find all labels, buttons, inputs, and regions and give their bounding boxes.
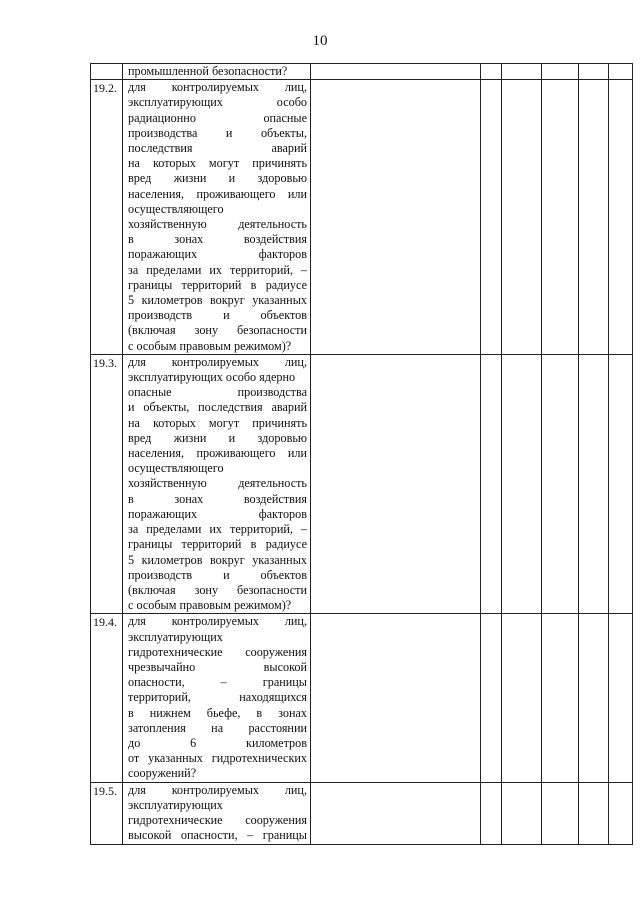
question-line: опасные производства xyxy=(128,385,307,400)
question-line: эксплуатирующих xyxy=(128,629,223,644)
question-line: хозяйственную деятельность xyxy=(128,217,307,232)
empty-cell xyxy=(579,80,609,355)
question-text xyxy=(123,614,311,782)
empty-cell xyxy=(609,614,633,782)
question-line: производства и объекты, xyxy=(128,125,307,140)
question-line: с особым правовым режимом)? xyxy=(128,598,292,613)
question-line: для контролируемых лиц, xyxy=(128,782,307,797)
table-row xyxy=(91,782,633,844)
question-line: с особым правовым режимом)? xyxy=(128,338,292,353)
question-line: границы территорий в радиусе xyxy=(128,277,307,292)
question-line: для контролируемых лиц, xyxy=(128,614,307,629)
empty-cell xyxy=(481,354,502,613)
question-text xyxy=(123,64,311,80)
question-line: в зонах воздействия xyxy=(128,491,307,506)
question-text xyxy=(123,354,311,613)
question-line: до 6 километров xyxy=(128,735,307,750)
question-line: от указанных гидротехнических xyxy=(128,751,307,766)
empty-cell xyxy=(502,64,542,80)
question-line: осуществляющего xyxy=(128,201,224,216)
question-line: населения, проживающего или xyxy=(128,186,307,201)
empty-cell xyxy=(609,354,633,613)
empty-cell xyxy=(579,782,609,844)
question-line: за пределами их территорий, – xyxy=(128,522,307,537)
empty-cell xyxy=(542,354,579,613)
item-number: 19.2. xyxy=(91,80,123,355)
question-line: и объекты, последствия аварий xyxy=(128,400,307,415)
table-row xyxy=(91,80,633,355)
empty-cell xyxy=(542,782,579,844)
question-line: радиационно опасные xyxy=(128,110,307,125)
empty-cell xyxy=(579,354,609,613)
empty-cell xyxy=(542,64,579,80)
empty-cell xyxy=(542,80,579,355)
question-line: промышленной безопасности? xyxy=(128,64,288,78)
question-line: эксплуатирующих особо xyxy=(128,95,307,110)
question-line: эксплуатирующих особо ядерно xyxy=(128,370,296,385)
question-line: последствия аварий xyxy=(128,141,307,156)
page-number: 10 xyxy=(312,33,328,49)
empty-cell xyxy=(502,782,542,844)
table-row xyxy=(91,614,633,782)
question-line: для контролируемых лиц, xyxy=(128,354,307,369)
question-line: в зонах воздействия xyxy=(128,232,307,247)
empty-cell xyxy=(311,354,481,613)
empty-cell xyxy=(502,614,542,782)
item-number: 19.3. xyxy=(91,354,123,613)
question-line: поражающих факторов xyxy=(128,247,307,262)
question-line: производств и объектов xyxy=(128,308,307,323)
question-line: для контролируемых лиц, xyxy=(128,80,307,95)
question-line: населения, проживающего или xyxy=(128,446,307,461)
question-line: чрезвычайно высокой xyxy=(128,659,307,674)
question-line: высокой опасности, – границы xyxy=(128,828,307,843)
question-line: за пределами их территорий, – xyxy=(128,262,307,277)
empty-cell xyxy=(609,64,633,80)
question-line: вред жизни и здоровью xyxy=(128,171,307,186)
question-text xyxy=(123,782,311,844)
question-line: 5 километров вокруг указанных xyxy=(128,552,307,567)
question-text xyxy=(123,80,311,355)
empty-cell xyxy=(502,354,542,613)
question-line: вред жизни и здоровью xyxy=(128,430,307,445)
question-line: в нижнем бьефе, в зонах xyxy=(128,705,307,720)
empty-cell xyxy=(311,782,481,844)
question-line: гидротехнические сооружения xyxy=(128,644,307,659)
table-row xyxy=(91,354,633,613)
empty-cell xyxy=(481,80,502,355)
question-line: эксплуатирующих xyxy=(128,797,223,812)
question-line: (включая зону безопасности xyxy=(128,323,307,338)
question-line: осуществляющего xyxy=(128,461,224,476)
question-line: поражающих факторов xyxy=(128,506,307,521)
empty-cell xyxy=(609,80,633,355)
question-line: опасности, – границы xyxy=(128,675,307,690)
item-number: 19.5. xyxy=(91,782,123,844)
empty-cell xyxy=(481,64,502,80)
item-number: 19.4. xyxy=(91,614,123,782)
empty-cell xyxy=(579,614,609,782)
checklist-table xyxy=(90,63,633,845)
item-number xyxy=(91,64,123,80)
empty-cell xyxy=(481,782,502,844)
question-line: сооружений? xyxy=(128,766,197,781)
question-line: затопления на расстоянии xyxy=(128,720,307,735)
question-line: 5 километров вокруг указанных xyxy=(128,293,307,308)
empty-cell xyxy=(311,614,481,782)
table-row xyxy=(91,64,633,80)
question-line: границы территорий в радиусе xyxy=(128,537,307,552)
empty-cell xyxy=(542,614,579,782)
empty-cell xyxy=(502,80,542,355)
question-line: территорий, находящихся xyxy=(128,690,307,705)
question-line: производств и объектов xyxy=(128,567,307,582)
empty-cell xyxy=(311,64,481,80)
question-line: на которых могут причинять xyxy=(128,156,307,171)
question-line: хозяйственную деятельность xyxy=(128,476,307,491)
question-line: гидротехнические сооружения xyxy=(128,812,307,827)
question-line: на которых могут причинять xyxy=(128,415,307,430)
question-line: (включая зону безопасности xyxy=(128,582,307,597)
empty-cell xyxy=(481,614,502,782)
empty-cell xyxy=(609,782,633,844)
empty-cell xyxy=(311,80,481,355)
empty-cell xyxy=(579,64,609,80)
